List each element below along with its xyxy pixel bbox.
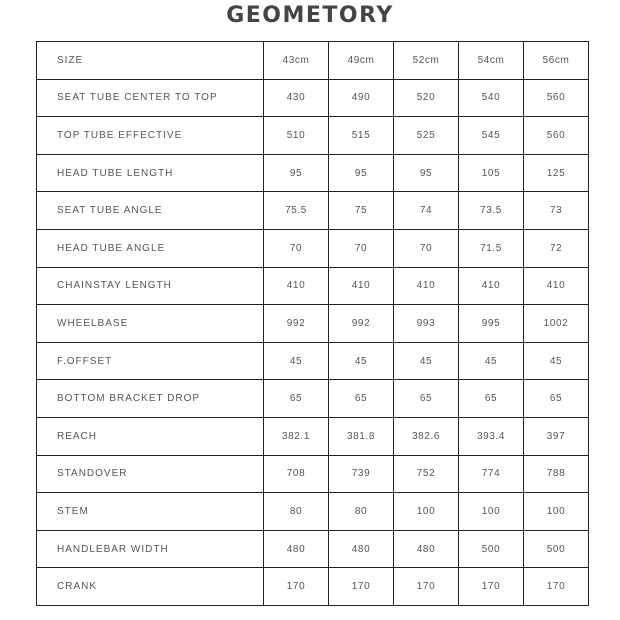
cell-value: 739 [329,455,394,493]
row-label: HEAD TUBE LENGTH [37,154,264,192]
row-label: F.OFFSET [37,342,264,380]
table-row [37,417,589,455]
cell-value: 480 [329,530,394,568]
cell-value: 500 [524,530,589,568]
cell-value: 545 [459,117,524,155]
cell-value: 992 [264,305,329,343]
cell-value: 100 [459,493,524,531]
table-row [37,154,589,192]
cell-value: 170 [524,568,589,606]
cell-value: 72 [524,229,589,267]
cell-value: 100 [524,493,589,531]
cell-value: 95 [264,154,329,192]
cell-value: 74 [394,192,459,230]
row-label: REACH [37,417,264,455]
cell-value: 73.5 [459,192,524,230]
page-title: GEOMETORY [226,3,394,28]
cell-value: 480 [394,530,459,568]
table-row [37,342,589,380]
cell-value: 560 [524,117,589,155]
cell-value: 95 [329,154,394,192]
cell-value: 560 [524,79,589,117]
cell-value: 75.5 [264,192,329,230]
cell-value: 520 [394,79,459,117]
cell-value: 540 [459,79,524,117]
cell-value: 70 [394,229,459,267]
cell-value: 49cm [329,42,394,80]
row-label: SIZE [37,42,264,80]
table-row [37,117,589,155]
cell-value: 410 [394,267,459,305]
cell-value: 382.1 [264,417,329,455]
header-row [37,42,589,80]
cell-value: 410 [524,267,589,305]
row-label: STEM [37,493,264,531]
cell-value: 500 [459,530,524,568]
cell-value: 382.6 [394,417,459,455]
table-row [37,305,589,343]
cell-value: 170 [329,568,394,606]
cell-value: 410 [459,267,524,305]
row-label: HANDLEBAR WIDTH [37,530,264,568]
cell-value: 71.5 [459,229,524,267]
cell-value: 381.8 [329,417,394,455]
table-row [37,493,589,531]
cell-value: 170 [459,568,524,606]
cell-value: 774 [459,455,524,493]
cell-value: 80 [264,493,329,531]
cell-value: 397 [524,417,589,455]
cell-value: 788 [524,455,589,493]
row-label: CHAINSTAY LENGTH [37,267,264,305]
row-label: TOP TUBE EFFECTIVE [37,117,264,155]
cell-value: 993 [394,305,459,343]
cell-value: 95 [394,154,459,192]
table-row [37,380,589,418]
cell-value: 105 [459,154,524,192]
row-label: SEAT TUBE ANGLE [37,192,264,230]
cell-value: 708 [264,455,329,493]
cell-value: 752 [394,455,459,493]
cell-value: 65 [394,380,459,418]
row-label: WHEELBASE [37,305,264,343]
cell-value: 65 [264,380,329,418]
cell-value: 54cm [459,42,524,80]
cell-value: 393.4 [459,417,524,455]
row-label: BOTTOM BRACKET DROP [37,380,264,418]
cell-value: 75 [329,192,394,230]
cell-value: 65 [524,380,589,418]
cell-value: 70 [264,229,329,267]
row-label: SEAT TUBE CENTER TO TOP [37,79,264,117]
cell-value: 510 [264,117,329,155]
cell-value: 1002 [524,305,589,343]
cell-value: 80 [329,493,394,531]
cell-value: 430 [264,79,329,117]
row-label: STANDOVER [37,455,264,493]
cell-value: 170 [264,568,329,606]
cell-value: 56cm [524,42,589,80]
row-label: HEAD TUBE ANGLE [37,229,264,267]
cell-value: 515 [329,117,394,155]
cell-value: 490 [329,79,394,117]
table-row [37,455,589,493]
table-row [37,192,589,230]
cell-value: 170 [394,568,459,606]
cell-value: 52cm [394,42,459,80]
cell-value: 525 [394,117,459,155]
cell-value: 992 [329,305,394,343]
cell-value: 65 [459,380,524,418]
cell-value: 410 [329,267,394,305]
cell-value: 410 [264,267,329,305]
table-row [37,79,589,117]
cell-value: 43cm [264,42,329,80]
cell-value: 995 [459,305,524,343]
table-row [37,229,589,267]
cell-value: 100 [394,493,459,531]
cell-value: 73 [524,192,589,230]
cell-value: 70 [329,229,394,267]
table-row [37,568,589,606]
cell-value: 45 [329,342,394,380]
table-row [37,267,589,305]
cell-value: 45 [264,342,329,380]
cell-value: 45 [394,342,459,380]
row-label: CRANK [37,568,264,606]
cell-value: 125 [524,154,589,192]
geometry-table [36,41,589,606]
table-row [37,530,589,568]
cell-value: 45 [524,342,589,380]
cell-value: 480 [264,530,329,568]
cell-value: 45 [459,342,524,380]
cell-value: 65 [329,380,394,418]
